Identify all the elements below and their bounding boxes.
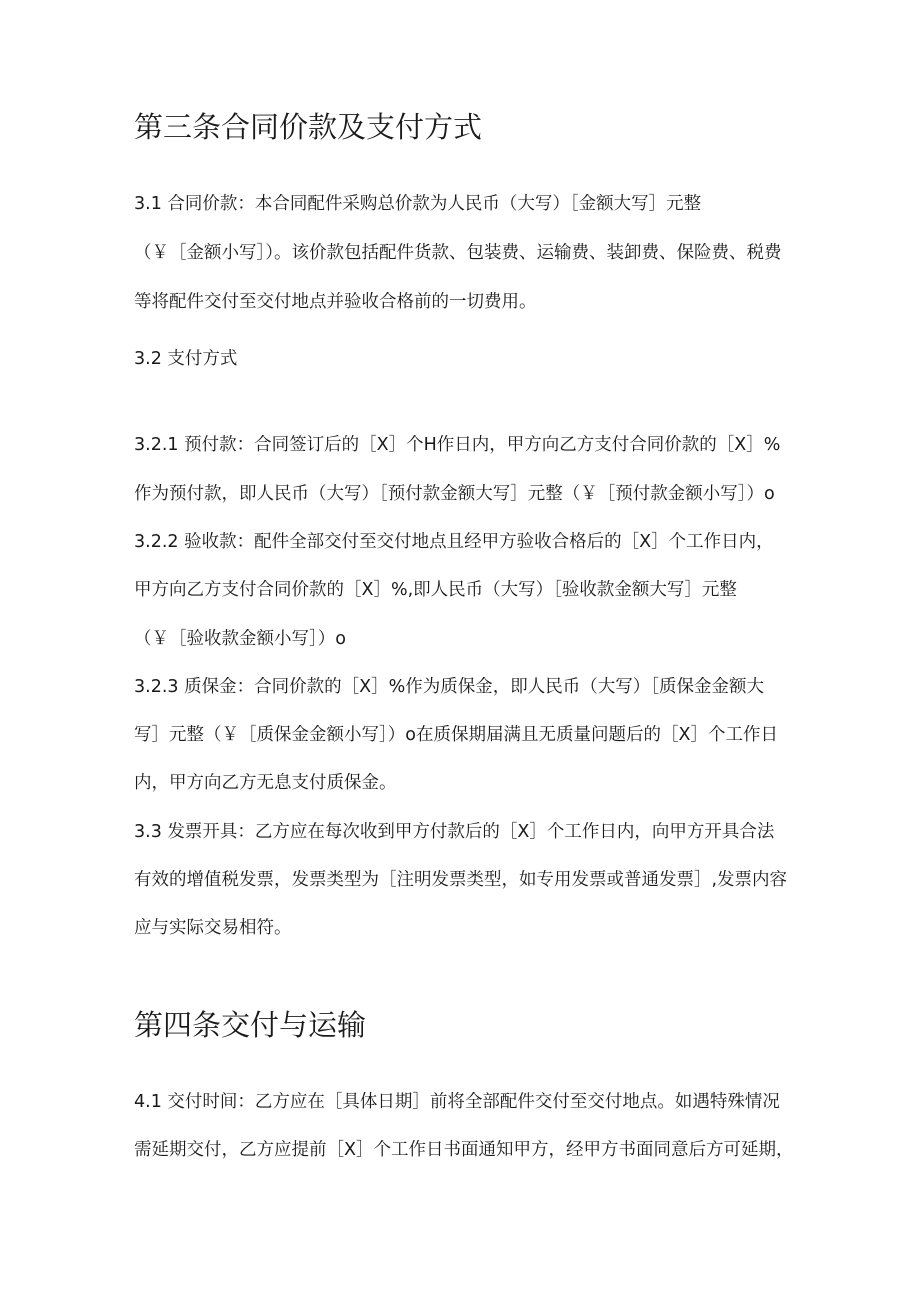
clause-3-2-heading: 3.2 支付方式 bbox=[134, 349, 238, 369]
clause-3-2-2-line-2: 甲方向乙方支付合同价款的［X］%,即人民币（大写）［验收款金额大写］元整 bbox=[134, 580, 737, 600]
section-3-heading: 第三条合同价款及支付方式 bbox=[134, 110, 483, 144]
clause-3-1-line-3: 等将配件交付至交付地点并验收合格前的一切费用。 bbox=[134, 292, 537, 312]
clause-3-2-2-line-3: （￥［验收款金额小写］）o bbox=[134, 629, 346, 649]
clause-3-2-2-line-1: 3.2.2 验收款：配件全部交付至交付地点且经甲方验收合格后的［X］个工作日内， bbox=[134, 532, 774, 552]
clause-3-2-1-line-1: 3.2.1 预付款：合同签订后的［X］个H作日内，甲方向乙方支付合同价款的［X］% bbox=[134, 435, 781, 455]
clause-4-1-line-2: 需延期交付，乙方应提前［X］个工作日书面通知甲方，经甲方书面同意后方可延期， bbox=[134, 1140, 794, 1160]
clause-3-2-3-line-3: 内，甲方向乙方无息支付质保金。 bbox=[134, 773, 397, 793]
clause-3-3-line-2: 有效的增值税发票，发票类型为［注明发票类型，如专用发票或普通发票］,发票内容 bbox=[134, 870, 788, 890]
clause-4-1-line-1: 4.1 交付时间：乙方应在［具体日期］前将全部配件交付至交付地点。如遇特殊情况 bbox=[134, 1092, 780, 1112]
clause-3-2-3-line-1: 3.2.3 质保金：合同价款的［X］%作为质保金，即人民币（大写）［质保金金额大 bbox=[134, 677, 764, 697]
section-4-heading: 第四条交付与运输 bbox=[134, 1008, 367, 1042]
clause-3-2-1-line-2: 作为预付款，即人民币（大写）［预付款金额大写］元整（￥［预付款金额小写］）o bbox=[134, 484, 775, 504]
clause-3-3-line-3: 应与实际交易相符。 bbox=[134, 918, 292, 938]
clause-3-1-line-1: 3.1 合同价款：本合同配件采购总价款为人民币（大写）［金额大写］元整 bbox=[134, 194, 702, 214]
clause-3-2-3-line-2: 写］元整（￥［质保金金额小写］）o在质保期届满且无质量问题后的［X］个工作日 bbox=[134, 725, 778, 745]
clause-3-1-line-2: （￥［金额小写］）。该价款包括配件货款、包装费、运输费、装卸费、保险费、税费 bbox=[134, 243, 782, 263]
clause-3-3-line-1: 3.3 发票开具：乙方应在每次收到甲方付款后的［X］个工作日内，向甲方开具合法 bbox=[134, 822, 775, 842]
